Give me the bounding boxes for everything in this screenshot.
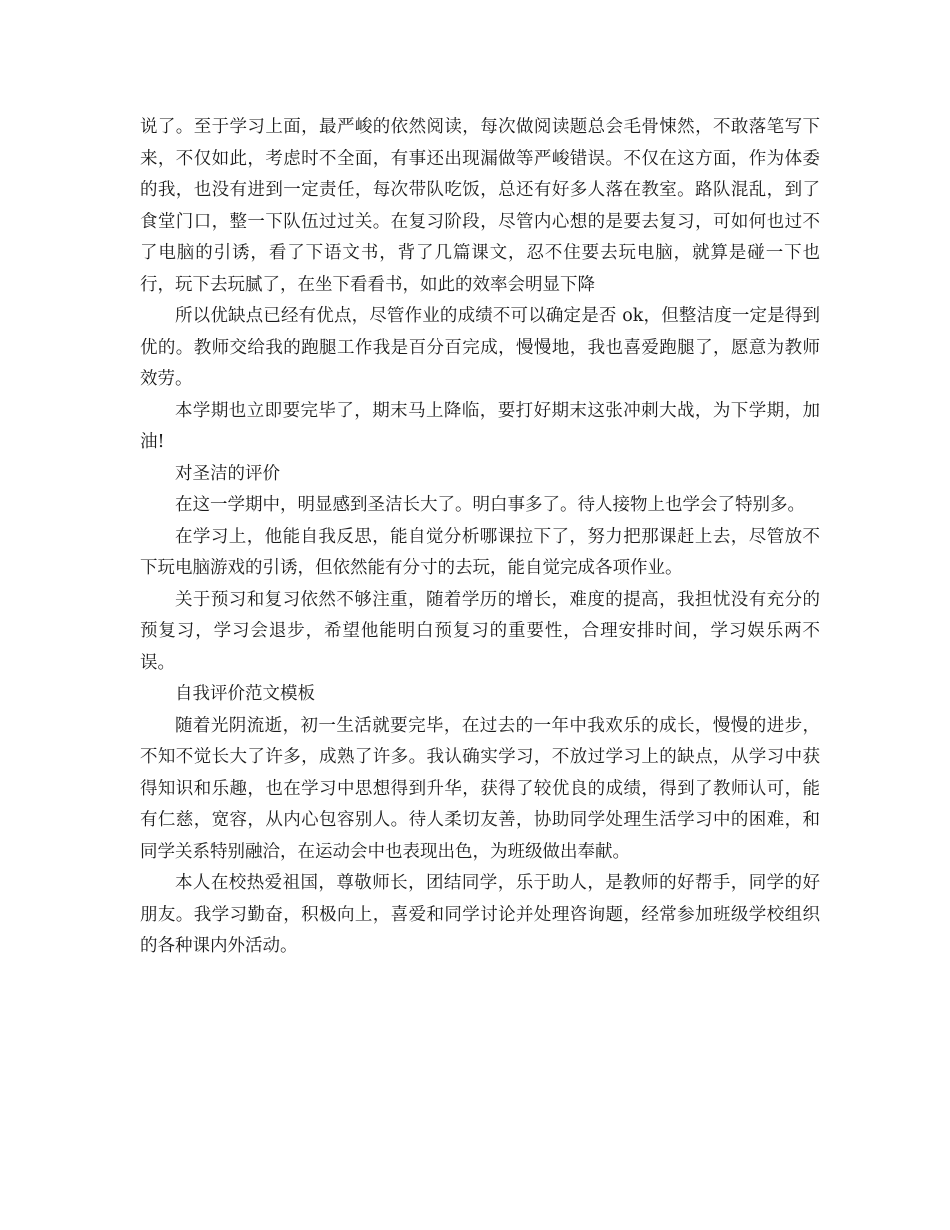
paragraph-review-concern: 关于预习和复习依然不够注重，随着学历的增长，难度的提高，我担忧没有充分的预复习，学习会退步，希望他能明白预复习的重要性，合理安排时间，学习娱乐两不误。 — [140, 589, 820, 673]
section-heading-template: 自我评价范文模板 — [175, 684, 315, 704]
document-page — [140, 112, 820, 963]
paragraph-study-reflection: 在学习上，他能自我反思，能自觉分析哪课拉下了，努力把那课赶上去，尽管放不下玩电脑游戏的引诱，但依然能有分寸的去玩，能自觉完成各项作业。 — [140, 526, 820, 578]
paragraph-semester-end: 本学期也立即要完毕了，期末马上降临，要打好期末这张冲刺大战，为下学期，加油! — [140, 400, 820, 452]
paragraph-growth: 在这一学期中，明显感到圣洁长大了。明白事多了。待人接物上也学会了特别多。 — [175, 495, 805, 515]
paragraph-continuation: 说了。至于学习上面，最严峻的依然阅读，每次做阅读题总会毛骨悚然，不敢落笔写下来，不仅如此，考虑时不全面，有事还出现漏做等严峻错误。不仅在这方面，作为体委的我，也没有进到一定责任，每次带队吃饭，总还有好多人落在教室。路队混乱，到了食堂门口，整一下队伍过过关。在复习阶段，尽管内心想的是要去复习，可如何也过不了电脑的引诱，看了下语文书，背了几篇课文，忍不住要去玩电脑，就算是碰一下也行，玩下去玩腻了，在坐下看看书，如此的效率会明显下降 — [140, 117, 820, 295]
paragraph-strengths: 所以优缺点已经有优点，尽管作业的成绩不可以确定是否 ok，但整洁度一定是得到优的。教师交给我的跑腿工作我是百分百完成，慢慢地，我也喜爱跑腿了，愿意为教师效劳。 — [140, 306, 820, 389]
paragraph-first-year: 随着光阴流逝，初一生活就要完毕，在过去的一年中我欢乐的成长，慢慢的进步，不知不觉长大了许多，成熟了许多。我认确实学习，不放过学习上的缺点，从学习中获得知识和乐趣，也在学习中思想得到升华，获得了较优良的成绩，得到了教师认可，能有仁慈，宽容，从内心包容别人。待人柔切友善，协助同学处理生活学习中的困难，和同学关系特别融洽，在运动会中也表现出色，为班级做出奉献。 — [140, 715, 820, 862]
section-heading-evaluation: 对圣洁的评价 — [175, 463, 280, 484]
paragraph-school-conduct: 本人在校热爱祖国，尊敬师长，团结同学，乐于助人，是教师的好帮手，同学的好朋友。我学习勤奋，积极向上，喜爱和同学讨论并处理咨询题，经常参加班级学校组织的各种课内外活动。 — [140, 873, 820, 956]
